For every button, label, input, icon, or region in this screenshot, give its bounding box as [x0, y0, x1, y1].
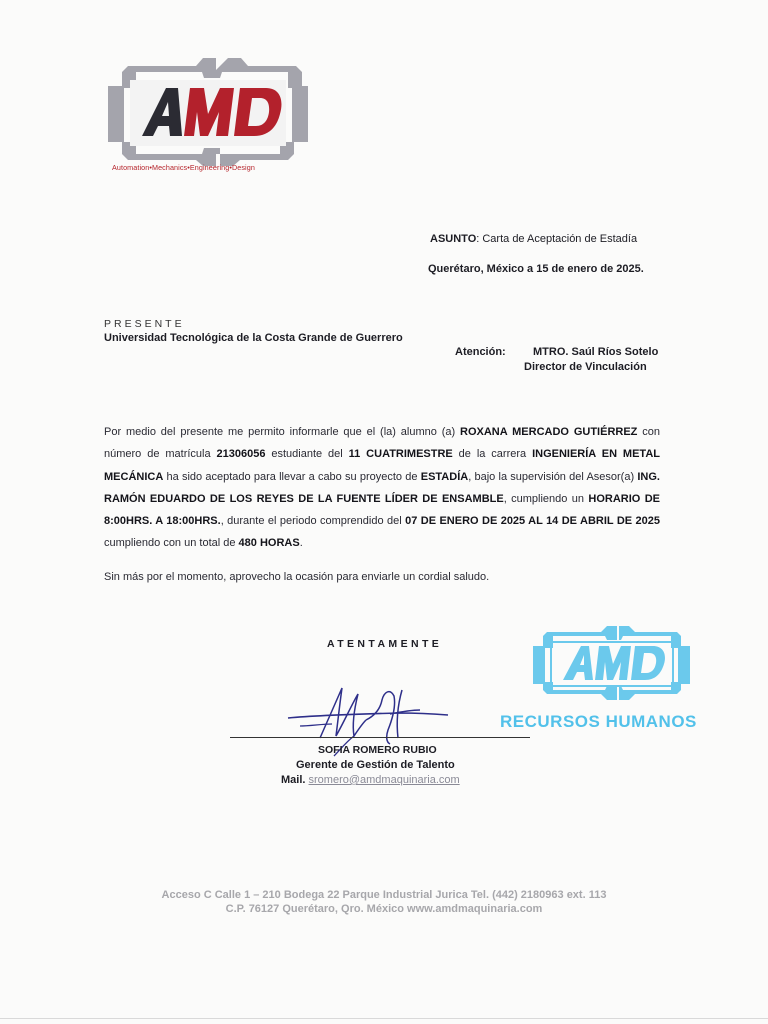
- signer-email: [281, 774, 460, 786]
- attention-role: Director de Vinculación: [524, 361, 647, 373]
- student-name: ROXANA MERCADO GUTIÉRREZ: [460, 426, 638, 438]
- body-text: de la carrera: [452, 448, 533, 461]
- tagline-item: Automation: [112, 163, 150, 172]
- letter-body: [104, 421, 660, 555]
- subject-label: ASUNTO: [430, 233, 477, 245]
- signer-name: SOFIA ROMERO RUBIO: [318, 744, 437, 756]
- subject-line: [430, 233, 637, 245]
- email-label: Mail.: [281, 774, 306, 786]
- term: 11 CUATRIMESTRE: [348, 448, 453, 461]
- date-line: Querétaro, México a 15 de enero de 2025.: [428, 263, 644, 275]
- presente-heading: PRESENTE: [104, 318, 185, 330]
- body-text: .: [299, 537, 303, 550]
- body-text: ha sido aceptado para llevar a cabo su proyecto de: [163, 470, 421, 483]
- footer-city-web: C.P. 76127 Querétaro, Qro. México www.amdmaquinaria.com: [225, 903, 543, 915]
- body-text: con número de matrícula: [104, 426, 660, 461]
- total-hours: 480 HORAS: [238, 537, 300, 550]
- subject-text: : Carta de Aceptación de Estadía: [476, 233, 638, 245]
- body-text: , bajo la supervisión del Asesor(a): [468, 470, 638, 483]
- project-type: ESTADÍA: [420, 470, 469, 483]
- student-id: 21306056: [216, 448, 266, 461]
- body-text: estudiante del: [265, 448, 349, 461]
- signature-line: [230, 737, 530, 738]
- body-text: cumpliendo con un total de: [104, 537, 239, 550]
- signer-role: Gerente de Gestión de Talento: [296, 759, 455, 771]
- body-text: , cumpliendo un: [503, 492, 589, 505]
- page-bottom-rule: [0, 1018, 768, 1019]
- tagline-item: Engineering: [189, 163, 230, 172]
- hr-stamp-logo: [533, 624, 690, 702]
- advisor: ING. RAMÓN EDUARDO DE LOS REYES DE LA FUENTE LÍDER DE ENSAMBLE: [104, 470, 660, 505]
- email-link[interactable]: sromero@amdmaquinaria.com: [308, 774, 460, 786]
- amd-logo: [108, 58, 308, 168]
- tagline-item: Design: [231, 163, 255, 172]
- closing-line: Sin más por el momento, aprovecho la ocasión para enviarle un cordial saludo.: [104, 571, 490, 583]
- hr-stamp-text: RECURSOS HUMANOS: [500, 712, 697, 731]
- footer-address: Acceso C Calle 1 – 210 Bodega 22 Parque Industrial Jurica Tel. (442) 2180963 ext. 113: [161, 889, 607, 901]
- tagline-item: Mechanics: [151, 163, 188, 172]
- period: 07 DE ENERO DE 2025 AL 14 DE ABRIL DE 2025: [405, 515, 661, 528]
- schedule: HORARIO DE 8:00HRS. A 18:00HRS.: [104, 492, 661, 528]
- degree-program: INGENIERÍA EN METAL MECÁNICA: [104, 448, 660, 483]
- sign-off: ATENTAMENTE: [327, 638, 443, 650]
- recipient-institution: Universidad Tecnológica de la Costa Grande de Guerrero: [104, 332, 403, 344]
- attention-name: MTRO. Saúl Ríos Sotelo: [533, 346, 659, 358]
- body-text: Por medio del presente me permito informarle que el (la) alumno (a): [104, 426, 461, 438]
- attention-label: Atención:: [455, 346, 506, 358]
- body-text: , durante el periodo comprendido del: [220, 515, 406, 528]
- logo-tagline: Automation•Mechanics•Engineering•Design: [112, 163, 255, 172]
